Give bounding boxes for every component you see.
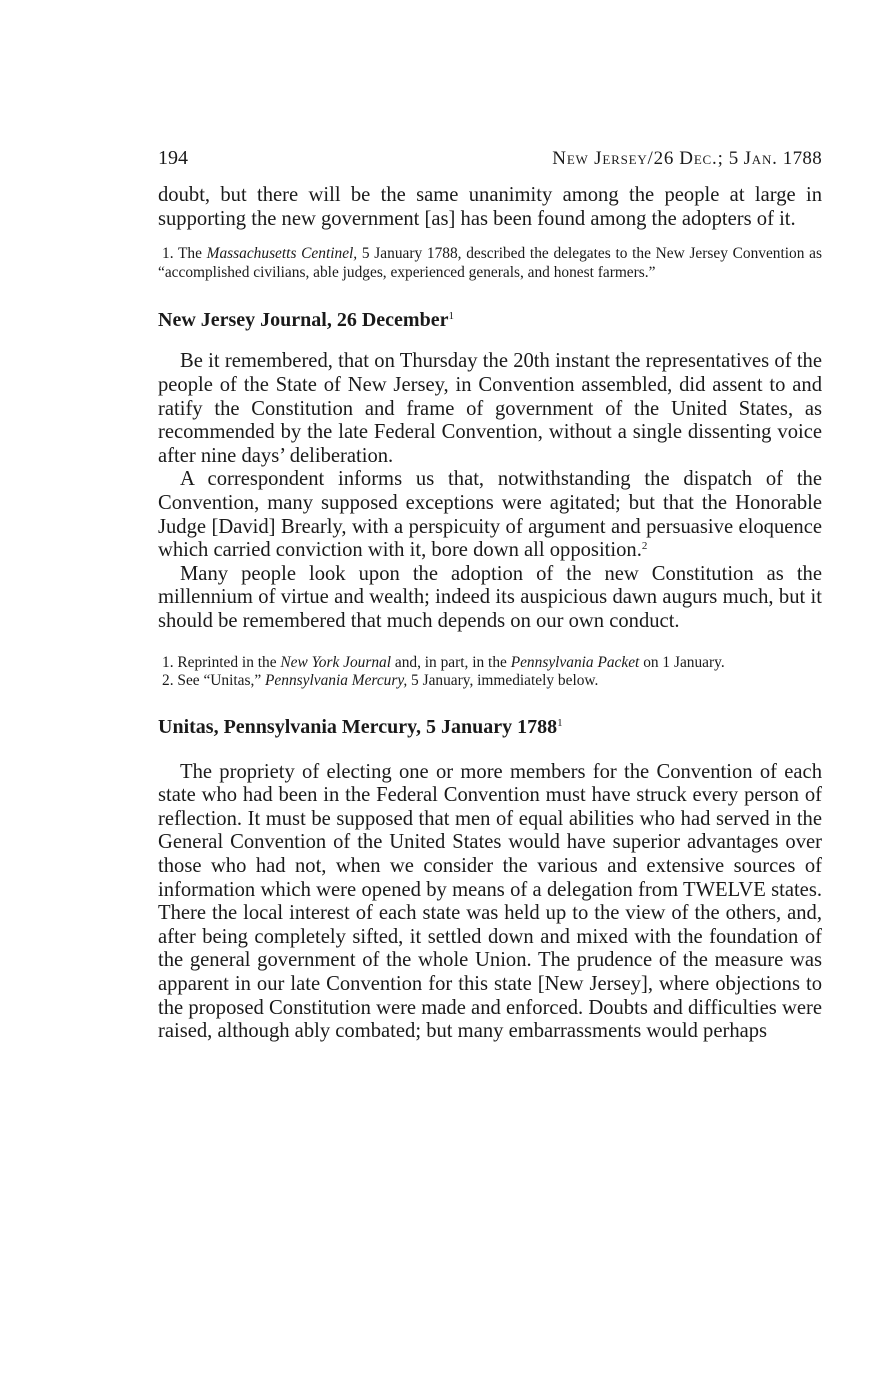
section1-footnote-2	[158, 672, 822, 691]
running-title-day: 5	[728, 148, 739, 169]
heading-footnote-marker: 1	[557, 716, 563, 729]
heading-text: New Jersey Journal, 26 December	[158, 309, 449, 332]
section1-paragraph-2	[158, 468, 822, 562]
footnote-text: Reprinted in the	[173, 653, 281, 671]
running-title	[552, 148, 822, 170]
section1-paragraph-1: Be it remembered, that on Thursday the 20th instant the representatives of the people of the State of New Jersey, in Convention assembled, did assent to and ratify the Constitution and frame of government of the United States, as recommended by the late Federal Convention, without a single dissenting voice after nine days’ deliberation.	[158, 350, 822, 467]
running-title-month2: Jan.	[743, 148, 778, 169]
section1-footnotes	[158, 654, 822, 691]
running-head	[158, 147, 822, 170]
section-heading-new-jersey-journal	[158, 308, 822, 332]
footnote-number: 1.	[162, 653, 174, 671]
section-heading-unitas	[158, 715, 822, 739]
page-content	[158, 147, 822, 1044]
footnote-title: Pennsylvania Mercury,	[265, 672, 408, 690]
footnote-text: 5 January, immediately below.	[407, 672, 599, 690]
running-title-year: 1788	[782, 148, 822, 169]
footnote-title: Pennsylvania Packet	[510, 653, 640, 671]
footnote-text-pre: The	[173, 245, 207, 263]
footnote-number: 2.	[162, 672, 174, 690]
footnote-text: and, in part, in the	[391, 653, 511, 671]
opening-paragraph: doubt, but there will be the same unanimity among the people at large in supporting the new government [as] has been found among the adopters of it.	[158, 184, 822, 230]
opening-footnotes	[158, 245, 822, 282]
page-number: 194	[158, 147, 188, 169]
running-title-month1: Dec.;	[679, 148, 724, 169]
footnote-text: See “Unitas,”	[173, 672, 266, 690]
opening-footnote-1	[158, 245, 822, 282]
section1-footnote-1	[158, 654, 822, 673]
footnote-marker: 2	[641, 540, 648, 553]
paragraph-text: A correspondent informs us that, notwithstanding the dispatch of the Convention, many supposed exceptions were agitated; but that the Honorable Judge [David] Brearly, with a perspicuity of argument and persuasive eloquence which carried conviction with it, bore down all opposition.	[158, 468, 822, 562]
footnote-text-post: 5 January 1788, described the delegates to the New Jersey Convention as “accomplished civilians, able judges, experienced generals, and honest farmers.”	[158, 245, 822, 281]
running-title-state: New Jersey/26	[552, 148, 675, 169]
heading-footnote-marker: 1	[448, 310, 454, 323]
heading-text: Unitas, Pennsylvania Mercury, 5 January 1788	[158, 715, 558, 738]
section2-paragraph-1: The propriety of electing one or more members for the Convention of each state who had been in the Federal Convention must have struck every person of reflection. It must be supposed that men of equal abilities who had served in the General Convention of the United States would have superior advantages over those who had not, when we consider the various and extensive sources of information which were opened by means of a delegation from TWELVE states. There the local interest of each state was held up to the view of the others, and, after being completely sifted, it settled down and mixed with the foundation of the general government of the whole Union. The prudence of the measure was apparent in our late Convention for this state [New Jersey], where objections to the proposed Constitution were made and enforced. Doubts and difficulties were raised, although ably combated; but many embarrassments would perhaps	[158, 760, 822, 1043]
footnote-number: 1.	[162, 245, 174, 263]
footnote-text: on 1 January.	[639, 653, 725, 671]
footnote-title: Massachusetts Centinel,	[206, 245, 358, 263]
footnote-title: New York Journal	[280, 653, 392, 671]
section1-paragraph-3: Many people look upon the adoption of the new Constitution as the millennium of virtue and wealth; indeed its auspicious dawn augurs much, but it should be remembered that much depends on our own conduct.	[158, 562, 822, 632]
